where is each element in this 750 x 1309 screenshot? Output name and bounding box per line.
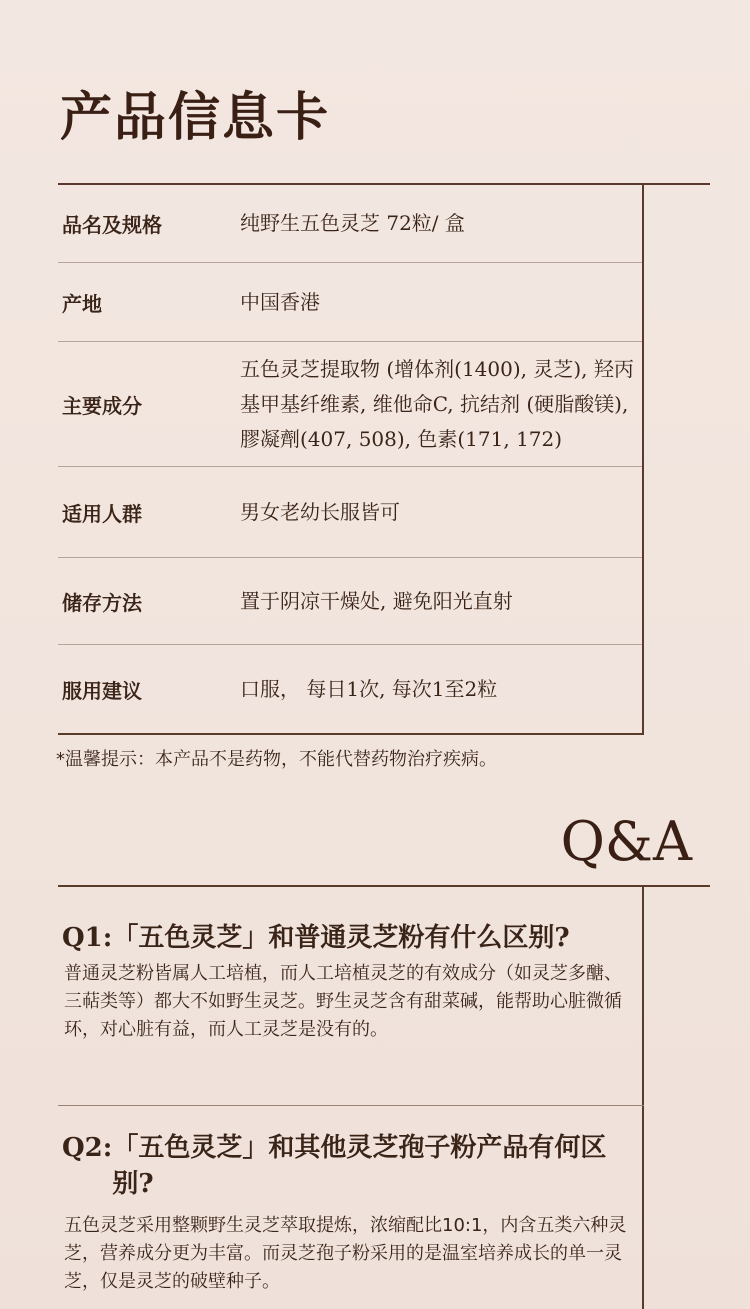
info-row-audience — [58, 467, 642, 558]
disclaimer-notice: *温馨提示：本产品不是药物，不能代替药物治疗疾病。 — [56, 749, 497, 770]
info-value: 男女老幼长服皆可 — [240, 499, 400, 524]
qa-right-border — [642, 885, 644, 1309]
page-title: 产品信息卡 — [60, 87, 331, 148]
question-2-prefix: Q2: — [62, 1133, 113, 1163]
info-row-origin — [58, 263, 642, 342]
info-key: 产地 — [62, 291, 102, 316]
question-2 — [58, 1130, 638, 1202]
product-info-table — [58, 185, 642, 735]
info-key: 储存方法 — [62, 590, 142, 615]
info-row-name — [58, 185, 642, 263]
answer-2: 五色灵芝采用整颗野生灵芝萃取提炼，浓缩配比10:1，内含五类六种灵芝，营养成分更为丰富。而灵芝孢子粉采用的是温室培养成长的单一灵芝，仅是灵芝的破壁种子。 — [64, 1215, 627, 1292]
info-value: 五色灵芝提取物 (增体剂(1400), 灵芝), 羟丙基甲基纤维素, 维他命C, 抗结剂 (硬脂酸镁), 膠凝劑(407, 508), 色素(171, 172) — [240, 356, 634, 451]
qa-item-2 — [58, 1130, 638, 1296]
qa-heading: Q&A — [560, 810, 692, 873]
info-value: 纯野生五色灵芝 72粒/ 盒 — [240, 211, 465, 235]
info-key: 品名及规格 — [62, 213, 162, 237]
info-value: 口服， 每日1次, 每次1至2粒 — [240, 676, 498, 701]
qa-top-divider — [58, 885, 710, 887]
info-key: 主要成分 — [62, 393, 142, 418]
info-row-usage — [58, 645, 642, 735]
qa-item-1 — [58, 920, 638, 1044]
info-key: 适用人群 — [62, 501, 142, 526]
qa-divider — [58, 1105, 644, 1106]
question-1: Q1:「五色灵芝」和普通灵芝粉有什么区别? — [62, 923, 570, 953]
info-key: 服用建议 — [62, 678, 142, 703]
table-right-border — [642, 183, 644, 735]
info-row-storage — [58, 558, 642, 645]
answer-1: 普通灵芝粉皆属人工培植，而人工培植灵芝的有效成分（如灵芝多醣、三萜类等）都大不如野生灵芝。野生灵芝含有甜菜碱，能帮助心脏微循环，对心脏有益，而人工灵芝是没有的。 — [64, 963, 622, 1040]
info-row-ingredients — [58, 342, 642, 467]
info-value: 置于阴凉干燥处, 避免阳光直射 — [240, 588, 513, 613]
info-value: 中国香港 — [240, 289, 320, 314]
question-2-text: 「五色灵芝」和其他灵芝孢子粉产品有何区别? — [112, 1133, 607, 1199]
